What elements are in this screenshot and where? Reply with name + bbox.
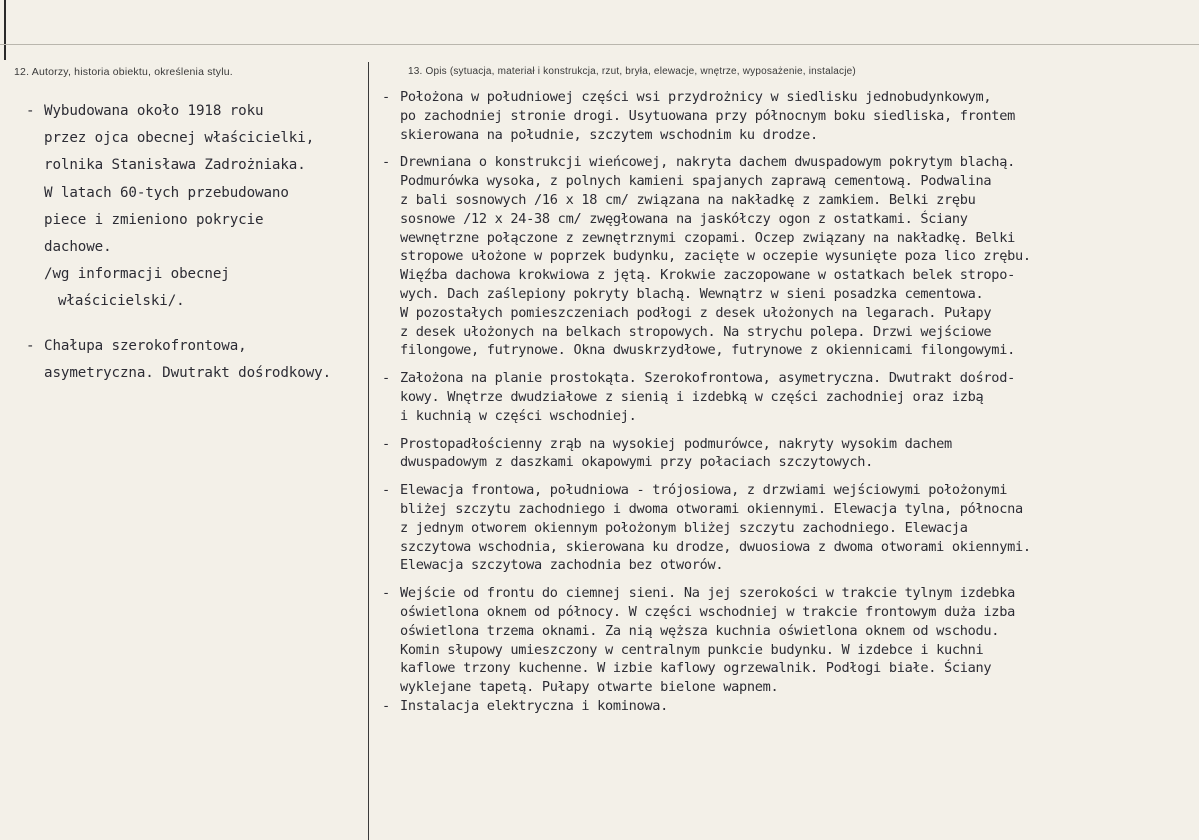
bullet-dash: - <box>382 585 390 602</box>
text-line: /wg informacji obecnej <box>44 266 230 283</box>
text-line: oświetlona oknem od północy. W części wschodniej w trakcie frontowym duża izba <box>400 603 1015 620</box>
text-line: Elewacja szczytowa zachodnia bez otworów. <box>400 557 724 574</box>
text-line: - Założona na planie prostokąta. Szerokofrontowa, asymetryczna. Dwutrakt dośrod- <box>382 370 1015 387</box>
text-line: - Wejście od frontu do ciemnej sieni. Na jej szerokości w trakcie tylnym izdebka <box>382 585 1015 602</box>
text-line: dachowe. <box>44 238 112 255</box>
section-13-header: 13. Opis (sytuacja, materiał i konstrukcja, rzut, bryła, elewacje, wnętrze, wyposażenie, instalacje) <box>408 66 856 77</box>
text-line: przez ojca obecnej właścicielki, <box>44 130 315 147</box>
text-line: Komin słupowy umieszczony w centralnym punkcie budynku. W izdebce i kuchni <box>400 641 984 658</box>
text-line: skierowana na południe, szczytem wschodnim ku drodze. <box>400 126 818 143</box>
text-line: rolnika Stanisława Zadrożniaka. <box>44 157 306 174</box>
text-line: sosnowe /12 x 24-38 cm/ zwęgłowana na jaskółczy ogon z ostatkami. Ściany <box>400 210 968 227</box>
edge-rule <box>4 0 6 60</box>
text-line: z bali sosnowych /16 x 18 cm/ związana na nakładkę z zamkiem. Belki zrębu <box>400 191 976 208</box>
text-line: kowy. Wnętrze dwudziałowe z sienią i izdebką w części zachodniej oraz izbą <box>400 388 984 405</box>
left-column <box>26 98 370 387</box>
text-line: wewnętrzne połączone z zewnętrznymi czopami. Oczep związany na nakładkę. Belki <box>400 229 1015 246</box>
text-line: piece i zmieniono pokrycie <box>44 211 264 228</box>
bullet-dash: - <box>382 89 390 105</box>
bullet-dash: - <box>382 697 390 714</box>
text-line: W latach 60-tych przebudowano <box>44 184 289 201</box>
text-line: - Położona w południowej części wsi przydrożnicy w siedlisku jednobudynkowym, <box>382 89 992 105</box>
text-line: właścicielski/. <box>58 293 185 310</box>
text-line: - Wybudowana około 1918 roku <box>26 98 370 125</box>
text-line: wyklejane tapetą. Pułapy otwarte bielone wapnem. <box>400 679 779 696</box>
bullet-dash: - <box>382 482 390 499</box>
text-line: - Drewniana o konstrukcji wieńcowej, nakryta dachem dwuspadowym pokrytym blachą. <box>382 154 1015 171</box>
bullet-dash: - <box>26 103 35 119</box>
text-line: Podmurówka wysoka, z polnych kamieni spajanych zaprawą cementową. Podwalina <box>400 173 992 190</box>
text-line: szczytowa wschodnia, skierowana ku drodze, dwuosiowa z dwoma otworami okiennymi. <box>400 538 1031 555</box>
text-line: i kuchnią w części wschodniej. <box>400 407 637 424</box>
text-line: stropowe ułożone w poprzek budynku, zacięte w oczepie wysunięte poza lico zrębu. <box>400 248 1031 265</box>
text-line: Więźba dachowa krokwiowa z jętą. Krokwie zaczopowane w ostatkach belek stropo- <box>400 267 1015 284</box>
text-line: wych. Dach zaślepiony pokryty blachą. Wewnątrz w sieni posadzka cementowa. <box>400 285 984 302</box>
bullet-dash: - <box>382 154 390 171</box>
text-line: - Elewacja frontowa, południowa - trójosiowa, z drzwiami wejściowymi położonymi <box>382 482 1008 499</box>
text-line: oświetlona trzema oknami. Za nią węższa kuchnia oświetlona oknem od wschodu. <box>400 622 1000 639</box>
text-line: - Instalacja elektryczna i kominowa. <box>382 697 669 714</box>
text-line: z jednym otworem okiennym położonym bliżej szczytu zachodniego. Elewacja <box>400 519 968 536</box>
text-line: z desek ułożonych na belkach stropowych. Na strychu polepa. Drzwi wejściowe <box>400 323 992 340</box>
text-line: po zachodniej stronie drogi. Usytuowana przy północnym boku siedliska, frontem <box>400 107 1015 124</box>
text-line: bliżej szczytu zachodniego i dwoma otworami okiennymi. Elewacja tylna, północna <box>400 500 1023 517</box>
text-line: asymetryczna. Dwutrakt dośrodkowy. <box>44 364 332 381</box>
bullet-dash: - <box>382 435 390 452</box>
section-12-header: 12. Autorzy, historia obiektu, określenia stylu. <box>14 66 233 78</box>
text-line: filongowe, futrynowe. Okna dwuskrzydłowe, futrynowe z okiennicami filongowymi. <box>400 342 1015 359</box>
bullet-dash: - <box>382 370 390 387</box>
right-column <box>382 88 1194 716</box>
text-line: - Prostopadłościenny zrąb na wysokiej podmurówce, nakryty wysokim dachem <box>382 435 952 452</box>
bullet-dash: - <box>26 337 35 354</box>
text-line: W pozostałych pomieszczeniach podłogi z desek ułożonych na legarach. Pułapy <box>400 304 992 321</box>
text-line: kaflowe trzony kuchenne. W izbie kaflowy ogrzewalnik. Podłogi białe. Ściany <box>400 660 992 677</box>
text-line: dwuspadowym z daszkami okapowymi przy połaciach szczytowych. <box>400 454 874 471</box>
top-border-line <box>0 44 1199 45</box>
text-line: - Chałupa szerokofrontowa, <box>26 333 370 360</box>
